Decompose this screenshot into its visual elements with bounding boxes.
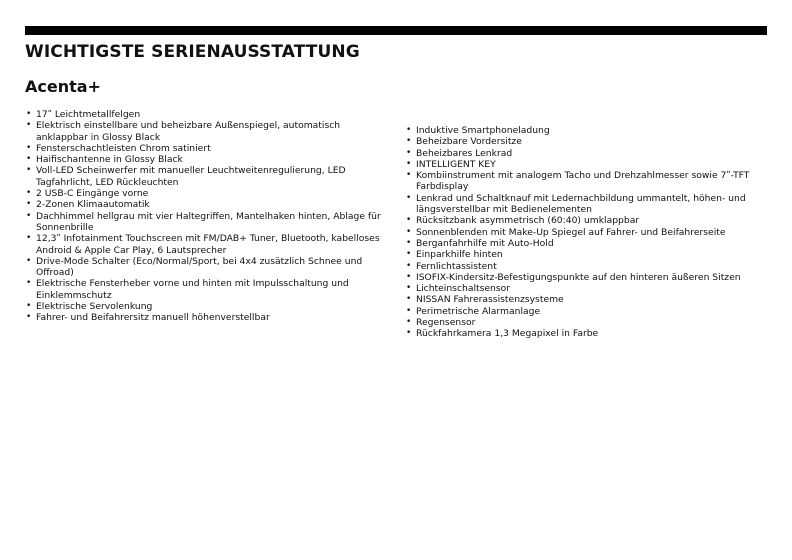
list-item-text: Fensterschachtleisten Chrom satiniert xyxy=(36,142,211,154)
list-item-text: ISOFIX-Kindersitz-Befestigungspunkte auf den hinteren äußeren Sitzen xyxy=(416,271,741,283)
list-item-text: Lichteinschaltsensor xyxy=(416,283,511,295)
list-item xyxy=(25,154,390,165)
list-item-text: Perimetrische Alarmanlage xyxy=(416,305,541,317)
bullet-icon: • xyxy=(406,283,412,294)
list-item-text: Haifischantenne in Glossy Black xyxy=(36,154,183,166)
list-item xyxy=(405,148,770,159)
left-feature-list xyxy=(25,109,390,324)
bullet-icon: • xyxy=(406,136,412,147)
list-item-text: 2 USB-C Eingänge vorne xyxy=(36,188,149,200)
list-item xyxy=(405,227,770,238)
bullet-icon: • xyxy=(26,255,32,266)
bullet-icon: • xyxy=(406,271,412,282)
list-item-text: Beheizbare Vordersitze xyxy=(416,136,522,148)
bullet-icon: • xyxy=(26,312,32,323)
list-item xyxy=(25,165,390,188)
bullet-icon: • xyxy=(406,237,412,248)
header-rule xyxy=(25,26,767,35)
list-item xyxy=(405,215,770,226)
bullet-icon: • xyxy=(406,147,412,158)
list-item xyxy=(25,199,390,210)
list-item-text: Beheizbares Lenkrad xyxy=(416,147,513,159)
bullet-icon: • xyxy=(26,109,32,119)
bullet-icon: • xyxy=(26,301,32,312)
list-item-text: Elektrisch einstellbare und beheizbare Außenspiegel, automatisch anklappbar in Glossy Black xyxy=(36,120,341,143)
list-item-text: 17ʺ Leichtmetallfelgen xyxy=(36,109,141,120)
section-title: Acenta+ xyxy=(25,77,101,96)
list-item xyxy=(405,238,770,249)
bullet-icon: • xyxy=(26,154,32,165)
bullet-icon: • xyxy=(406,249,412,260)
list-item xyxy=(405,170,770,193)
bullet-icon: • xyxy=(406,215,412,226)
list-item-text: 12,3ʺ Infotainment Touchscreen mit FM/DAB+ Tuner, Bluetooth, kabelloses Android & Apple Car Play, 6 Lautsprecher xyxy=(36,233,380,256)
list-item-text: Lenkrad und Schaltknauf mit Ledernachbildung ummantelt, höhen- und längsverstellbar mit Bedienelementen xyxy=(416,192,746,216)
list-item-text: Drive-Mode Schalter (Eco/Normal/Sport, bei 4x4 zusätzlich Schnee und Offroad) xyxy=(36,255,363,279)
bullet-icon: • xyxy=(26,120,32,131)
bullet-icon: • xyxy=(26,233,32,244)
right-feature-list xyxy=(405,125,770,340)
bullet-icon: • xyxy=(406,170,412,181)
list-item xyxy=(25,120,390,143)
list-item-text: 2-Zonen Klimaautomatik xyxy=(36,199,150,211)
list-item xyxy=(405,317,770,328)
page-title: WICHTIGSTE SERIENAUSSTATTUNG xyxy=(25,42,360,62)
list-item xyxy=(405,261,770,272)
list-item xyxy=(25,233,390,256)
list-item-text: Berganfahrhilfe mit Auto-Hold xyxy=(416,237,554,249)
bullet-icon: • xyxy=(406,294,412,305)
bullet-icon: • xyxy=(26,165,32,176)
bullet-icon: • xyxy=(406,317,412,328)
list-item xyxy=(25,143,390,154)
bullet-icon: • xyxy=(406,192,412,203)
list-item xyxy=(405,249,770,260)
list-item-text: Rücksitzbank asymmetrisch (60:40) umklappbar xyxy=(416,215,640,227)
bullet-icon: • xyxy=(26,142,32,153)
bullet-icon: • xyxy=(26,210,32,221)
list-item-text: Fahrer- und Beifahrersitz manuell höhenverstellbar xyxy=(36,312,270,324)
list-item xyxy=(405,272,770,283)
list-item-text: Fernlichtassistent xyxy=(416,260,497,272)
list-item-text: Dachhimmel hellgrau mit vier Haltegriffen, Mantelhaken hinten, Ablage für Sonnenbrille xyxy=(36,210,381,233)
bullet-icon: • xyxy=(26,278,32,289)
list-item xyxy=(405,136,770,147)
list-item-text: Elektrische Servolenkung xyxy=(36,301,153,313)
bullet-icon: • xyxy=(406,158,412,169)
list-item xyxy=(405,294,770,305)
list-item-text: NISSAN Fahrerassistenzsysteme xyxy=(416,294,564,306)
list-item xyxy=(405,306,770,317)
bullet-icon: • xyxy=(406,125,412,135)
list-item-text: Kombiinstrument mit analogem Tacho und Drehzahlmesser sowie 7ʺ-TFT Farbdisplay xyxy=(416,170,750,193)
list-item xyxy=(25,188,390,199)
bullet-icon: • xyxy=(26,199,32,210)
list-item xyxy=(405,328,770,339)
list-item xyxy=(25,301,390,312)
list-item-text: Induktive Smartphoneladung xyxy=(416,125,550,136)
list-item xyxy=(405,283,770,294)
bullet-icon: • xyxy=(406,305,412,316)
bullet-icon: • xyxy=(406,226,412,237)
list-item-text: Sonnenblenden mit Make-Up Spiegel auf Fahrer- und Beifahrerseite xyxy=(416,226,726,238)
list-item xyxy=(25,312,390,323)
list-item xyxy=(25,109,390,120)
list-item-text: Elektrische Fensterheber vorne und hinten mit Impulsschaltung und Einklemmschutz xyxy=(36,278,349,301)
list-item-text: Voll-LED Scheinwerfer mit manueller Leuchtweitenregulierung, LED Tagfahrlicht, LED Rückleuchten xyxy=(36,165,346,188)
list-item xyxy=(405,159,770,170)
list-item-text: Regensensor xyxy=(416,317,476,329)
list-item xyxy=(25,211,390,234)
bullet-icon: • xyxy=(26,188,32,199)
list-item xyxy=(25,256,390,279)
list-item-text: Einparkhilfe hinten xyxy=(416,249,503,261)
list-item xyxy=(405,125,770,136)
list-item xyxy=(25,278,390,301)
list-item-text: Rückfahrkamera 1,3 Megapixel in Farbe xyxy=(416,328,599,340)
bullet-icon: • xyxy=(406,328,412,339)
list-item xyxy=(405,193,770,216)
list-item-text: INTELLIGENT KEY xyxy=(416,158,496,170)
bullet-icon: • xyxy=(406,260,412,271)
